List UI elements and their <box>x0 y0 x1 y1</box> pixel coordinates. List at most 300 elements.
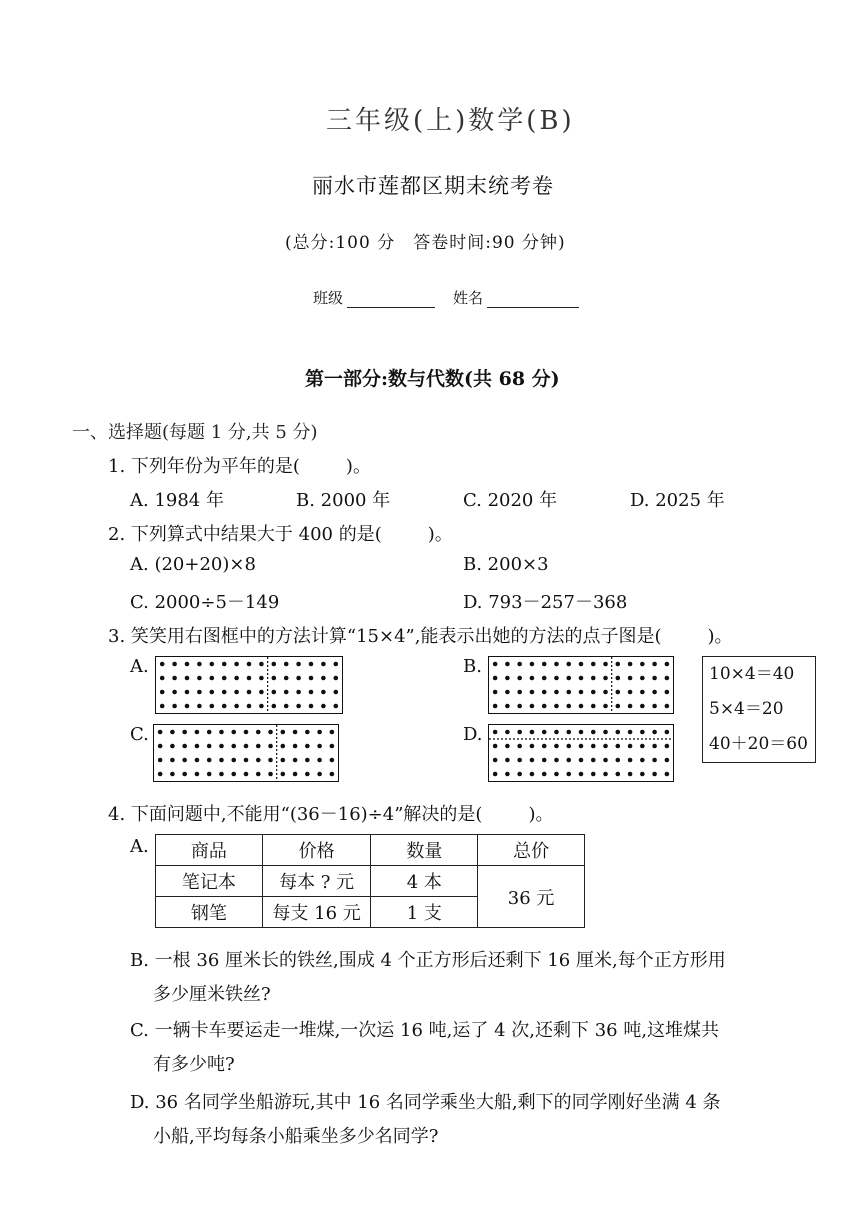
table-header-row <box>156 835 585 866</box>
dot-grid-b[interactable] <box>488 656 674 714</box>
dot <box>554 730 559 735</box>
dot <box>334 662 339 667</box>
table-header: 价格 <box>262 835 371 866</box>
dot <box>185 676 190 681</box>
table-cell: 1 支 <box>371 897 478 928</box>
question-4-option-a-label[interactable]: A. <box>130 836 149 857</box>
dot <box>530 676 535 681</box>
dot <box>517 704 522 709</box>
dot <box>268 730 273 735</box>
dot <box>591 730 596 735</box>
dot <box>591 744 596 749</box>
dot <box>172 676 177 681</box>
table-cell: 每支 16 元 <box>262 897 371 928</box>
dot <box>207 744 212 749</box>
dot <box>542 704 547 709</box>
dot <box>640 662 645 667</box>
dot <box>554 676 559 681</box>
dot <box>652 758 657 763</box>
dot <box>256 758 261 763</box>
dot <box>579 662 584 667</box>
dot <box>160 676 165 681</box>
dot <box>554 662 559 667</box>
dot <box>172 704 177 709</box>
dot <box>628 690 633 695</box>
dot <box>158 730 163 735</box>
dot <box>517 662 522 667</box>
dot <box>296 662 301 667</box>
dot <box>284 690 289 695</box>
dot-grid-d[interactable] <box>488 724 674 782</box>
dot <box>616 676 621 681</box>
dot <box>493 758 498 763</box>
dot <box>665 676 670 681</box>
dot <box>517 690 522 695</box>
class-label: 班级 <box>313 289 344 307</box>
dot <box>579 690 584 695</box>
dot <box>505 744 510 749</box>
dot <box>160 690 165 695</box>
dot <box>640 730 645 735</box>
exam-title: 三年级(上)数学(B) <box>326 106 575 136</box>
question-3-end: )。 <box>707 626 733 647</box>
dot <box>244 758 249 763</box>
table-header: 总价 <box>478 835 585 866</box>
dot <box>603 690 608 695</box>
dot <box>231 730 236 735</box>
dot <box>640 704 645 709</box>
dot <box>309 676 314 681</box>
dot <box>566 676 571 681</box>
dot <box>293 772 298 777</box>
dot <box>281 772 286 777</box>
dot <box>321 676 326 681</box>
dot <box>591 676 596 681</box>
dot <box>185 662 190 667</box>
table-header: 数量 <box>371 835 478 866</box>
dot <box>195 772 200 777</box>
dot <box>268 758 273 763</box>
dot <box>234 676 239 681</box>
dot <box>542 676 547 681</box>
dot <box>591 690 596 695</box>
dot <box>652 676 657 681</box>
dot <box>244 772 249 777</box>
dot <box>172 662 177 667</box>
question-3-stem <box>108 622 733 648</box>
dot <box>185 704 190 709</box>
dot <box>172 690 177 695</box>
dot <box>259 690 264 695</box>
question-1-option-c[interactable]: C. 2020 年 <box>463 490 558 511</box>
dot <box>197 676 202 681</box>
dot <box>272 676 277 681</box>
dot <box>640 676 645 681</box>
dot <box>259 676 264 681</box>
dot <box>628 704 633 709</box>
dot <box>616 758 621 763</box>
dot <box>628 758 633 763</box>
dot <box>330 758 335 763</box>
dot <box>554 758 559 763</box>
dot-option-d-label[interactable]: D. <box>463 724 483 745</box>
dot <box>309 690 314 695</box>
dot-grid-b-svg <box>489 657 673 713</box>
dot <box>603 772 608 777</box>
price-table <box>155 834 585 928</box>
dot <box>244 730 249 735</box>
exam-info: (总分:100 分 答卷时间:90 分钟) <box>285 233 566 253</box>
question-4-option-c-cont: 有多少吨? <box>153 1054 235 1075</box>
dot <box>566 772 571 777</box>
dot-option-b-label[interactable]: B. <box>463 656 482 677</box>
dot <box>554 690 559 695</box>
dot <box>616 704 621 709</box>
dot <box>493 744 498 749</box>
dot <box>281 730 286 735</box>
question-4-option-b-cont: 多少厘米铁丝? <box>153 984 271 1005</box>
dot <box>296 704 301 709</box>
method-box <box>702 656 816 763</box>
class-blank-line[interactable] <box>347 289 435 308</box>
question-3-text: 3. 笑笑用右图框中的方法计算“15×4”,能表示出她的方法的点子图是( <box>108 626 662 647</box>
dot <box>210 704 215 709</box>
dot <box>493 676 498 681</box>
dot-grid-c[interactable] <box>153 724 339 782</box>
dot <box>231 744 236 749</box>
dot <box>259 662 264 667</box>
dot <box>158 758 163 763</box>
dot <box>579 772 584 777</box>
dot <box>616 744 621 749</box>
dot <box>603 744 608 749</box>
dot <box>493 704 498 709</box>
dot-grid-a-svg <box>156 657 342 713</box>
dot <box>160 662 165 667</box>
dot <box>542 690 547 695</box>
dot <box>182 772 187 777</box>
dot <box>293 730 298 735</box>
dot <box>530 662 535 667</box>
dot <box>222 690 227 695</box>
dot <box>247 690 252 695</box>
dot <box>195 744 200 749</box>
dot <box>566 758 571 763</box>
dot <box>185 690 190 695</box>
dot <box>542 758 547 763</box>
dot <box>197 704 202 709</box>
table-header: 商品 <box>156 835 263 866</box>
method-line-3: 40＋20＝60 <box>709 734 808 754</box>
dot <box>268 772 273 777</box>
question-2-option-a[interactable]: A. (20+20)×8 <box>130 554 256 575</box>
dot <box>505 676 510 681</box>
dot <box>505 730 510 735</box>
part-title: 第一部分:数与代数(共 68 分) <box>305 368 560 390</box>
dot <box>195 730 200 735</box>
dot <box>234 662 239 667</box>
dot <box>207 730 212 735</box>
question-2-stem <box>108 520 453 546</box>
dot <box>505 662 510 667</box>
dot <box>305 744 310 749</box>
dot <box>334 704 339 709</box>
dot <box>566 744 571 749</box>
dot <box>603 704 608 709</box>
dot <box>530 744 535 749</box>
dot <box>591 758 596 763</box>
dot <box>493 772 498 777</box>
dot <box>210 676 215 681</box>
name-label: 姓名 <box>453 289 484 307</box>
dot <box>182 730 187 735</box>
dot <box>272 662 277 667</box>
dot <box>317 730 322 735</box>
dot <box>170 744 175 749</box>
dot <box>158 772 163 777</box>
dot <box>231 772 236 777</box>
dot <box>284 704 289 709</box>
dot <box>284 676 289 681</box>
dot <box>640 758 645 763</box>
question-1-end: )。 <box>345 456 371 477</box>
dot <box>652 662 657 667</box>
dot <box>542 772 547 777</box>
dot <box>579 704 584 709</box>
table-row <box>156 866 585 897</box>
question-4-option-d[interactable]: D. 36 名同学坐船游玩,其中 16 名同学乘坐大船,剩下的同学刚好坐满 4 条 <box>130 1092 721 1113</box>
dot <box>665 772 670 777</box>
dot <box>566 690 571 695</box>
dot <box>517 676 522 681</box>
question-2-option-c[interactable]: C. 2000÷5－149 <box>130 592 280 613</box>
exam-subtitle: 丽水市莲都区期末统考卷 <box>312 174 554 198</box>
dot <box>542 744 547 749</box>
dot <box>259 704 264 709</box>
question-1-stem <box>108 452 371 478</box>
dot <box>566 704 571 709</box>
dot <box>317 744 322 749</box>
dot <box>505 690 510 695</box>
dot <box>542 662 547 667</box>
dot <box>542 730 547 735</box>
dot <box>244 744 249 749</box>
dot <box>554 772 559 777</box>
dot <box>665 690 670 695</box>
dot <box>334 690 339 695</box>
question-4-text: 4. 下面问题中,不能用“(36－16)÷4”解决的是( <box>108 804 483 825</box>
dot <box>334 676 339 681</box>
dot <box>222 662 227 667</box>
dot <box>628 676 633 681</box>
dot <box>517 758 522 763</box>
table-total-cell: 36 元 <box>478 866 585 928</box>
dot <box>219 744 224 749</box>
dot <box>330 744 335 749</box>
dot-option-a-label[interactable]: A. <box>130 656 149 677</box>
question-1-option-a[interactable]: A. 1984 年 <box>130 490 224 511</box>
dot <box>665 662 670 667</box>
dot <box>272 690 277 695</box>
dot <box>305 772 310 777</box>
dot <box>530 758 535 763</box>
dot-grid-c-svg <box>154 725 338 781</box>
dot <box>296 676 301 681</box>
dot <box>305 730 310 735</box>
dot <box>321 704 326 709</box>
dot <box>219 758 224 763</box>
dot <box>182 758 187 763</box>
dot <box>293 744 298 749</box>
dot <box>493 690 498 695</box>
dot <box>665 744 670 749</box>
dot <box>628 730 633 735</box>
dot <box>219 772 224 777</box>
dot <box>517 730 522 735</box>
dot <box>160 704 165 709</box>
dot <box>579 730 584 735</box>
dot <box>591 772 596 777</box>
dot <box>197 690 202 695</box>
dot <box>272 704 277 709</box>
method-line-1: 10×4＝40 <box>709 664 795 684</box>
dot <box>207 758 212 763</box>
dot <box>517 772 522 777</box>
dot <box>256 730 261 735</box>
dot <box>665 704 670 709</box>
dot <box>566 730 571 735</box>
question-4-end: )。 <box>528 804 554 825</box>
dot-grid-d-svg <box>489 725 673 781</box>
dot <box>616 772 621 777</box>
dot <box>268 744 273 749</box>
dot <box>222 676 227 681</box>
dot <box>247 676 252 681</box>
dot <box>579 676 584 681</box>
dot <box>222 704 227 709</box>
name-field[interactable] <box>453 287 579 308</box>
dot <box>616 690 621 695</box>
dot <box>321 662 326 667</box>
table-cell: 每本 ? 元 <box>262 866 371 897</box>
dot <box>603 730 608 735</box>
dot <box>317 758 322 763</box>
dot-grid-a[interactable] <box>155 656 343 714</box>
dot <box>247 662 252 667</box>
question-2-option-d[interactable]: D. 793－257－368 <box>463 592 628 613</box>
section-title: 一、选择题(每题 1 分,共 5 分) <box>72 422 318 443</box>
question-2-text: 2. 下列算式中结果大于 400 的是( <box>108 524 382 545</box>
question-4-option-b[interactable]: B. 一根 36 厘米长的铁丝,围成 4 个正方形后还剩下 16 厘米,每个正方形用 <box>130 950 726 971</box>
dot <box>652 730 657 735</box>
dot <box>197 662 202 667</box>
dot <box>281 744 286 749</box>
dot <box>231 758 236 763</box>
dot <box>628 662 633 667</box>
dot <box>579 758 584 763</box>
dot <box>505 704 510 709</box>
question-4-option-d-cont: 小船,平均每条小船乘坐多少名同学? <box>153 1126 439 1147</box>
dot <box>554 744 559 749</box>
dot <box>665 730 670 735</box>
question-1-text: 1. 下列年份为平年的是( <box>108 456 300 477</box>
dot <box>170 772 175 777</box>
dot <box>603 676 608 681</box>
dot <box>640 772 645 777</box>
dot <box>309 662 314 667</box>
class-field[interactable] <box>313 287 435 308</box>
dot <box>530 690 535 695</box>
dot <box>170 730 175 735</box>
dot <box>579 744 584 749</box>
table-cell: 笔记本 <box>156 866 263 897</box>
dot <box>330 772 335 777</box>
dot <box>652 772 657 777</box>
dot <box>628 744 633 749</box>
dot <box>234 690 239 695</box>
question-2-option-b[interactable]: B. 200×3 <box>463 554 549 575</box>
table-cell: 钢笔 <box>156 897 263 928</box>
dot <box>517 744 522 749</box>
dot <box>591 662 596 667</box>
dot <box>309 704 314 709</box>
dot <box>293 758 298 763</box>
dot <box>296 690 301 695</box>
dot <box>566 662 571 667</box>
dot <box>640 690 645 695</box>
dot <box>330 730 335 735</box>
dot <box>665 758 670 763</box>
name-blank-line[interactable] <box>487 289 579 308</box>
dot <box>616 730 621 735</box>
dot <box>652 744 657 749</box>
dot <box>554 704 559 709</box>
dot <box>530 772 535 777</box>
dot <box>640 744 645 749</box>
dot <box>321 690 326 695</box>
question-1-option-b[interactable]: B. 2000 年 <box>296 490 391 511</box>
dot <box>493 730 498 735</box>
dot <box>247 704 252 709</box>
dot <box>493 662 498 667</box>
dot <box>170 758 175 763</box>
dot <box>505 772 510 777</box>
question-2-end: )。 <box>427 524 453 545</box>
dot <box>284 662 289 667</box>
dot <box>603 758 608 763</box>
method-line-2: 5×4＝20 <box>709 699 784 719</box>
dot <box>652 704 657 709</box>
dot <box>628 772 633 777</box>
dot <box>603 662 608 667</box>
dot <box>591 704 596 709</box>
dot <box>195 758 200 763</box>
dot <box>234 704 239 709</box>
question-4-option-c[interactable]: C. 一辆卡车要运走一堆煤,一次运 16 吨,运了 4 次,还剩下 36 吨,这堆煤共 <box>130 1020 720 1041</box>
question-1-option-d[interactable]: D. 2025 年 <box>630 490 725 511</box>
dot <box>210 662 215 667</box>
question-4-stem <box>108 800 553 826</box>
dot <box>305 758 310 763</box>
dot <box>616 662 621 667</box>
dot-option-c-label[interactable]: C. <box>130 724 149 745</box>
dot <box>256 772 261 777</box>
dot <box>317 772 322 777</box>
dot <box>210 690 215 695</box>
dot <box>182 744 187 749</box>
dot <box>530 730 535 735</box>
dot <box>219 730 224 735</box>
